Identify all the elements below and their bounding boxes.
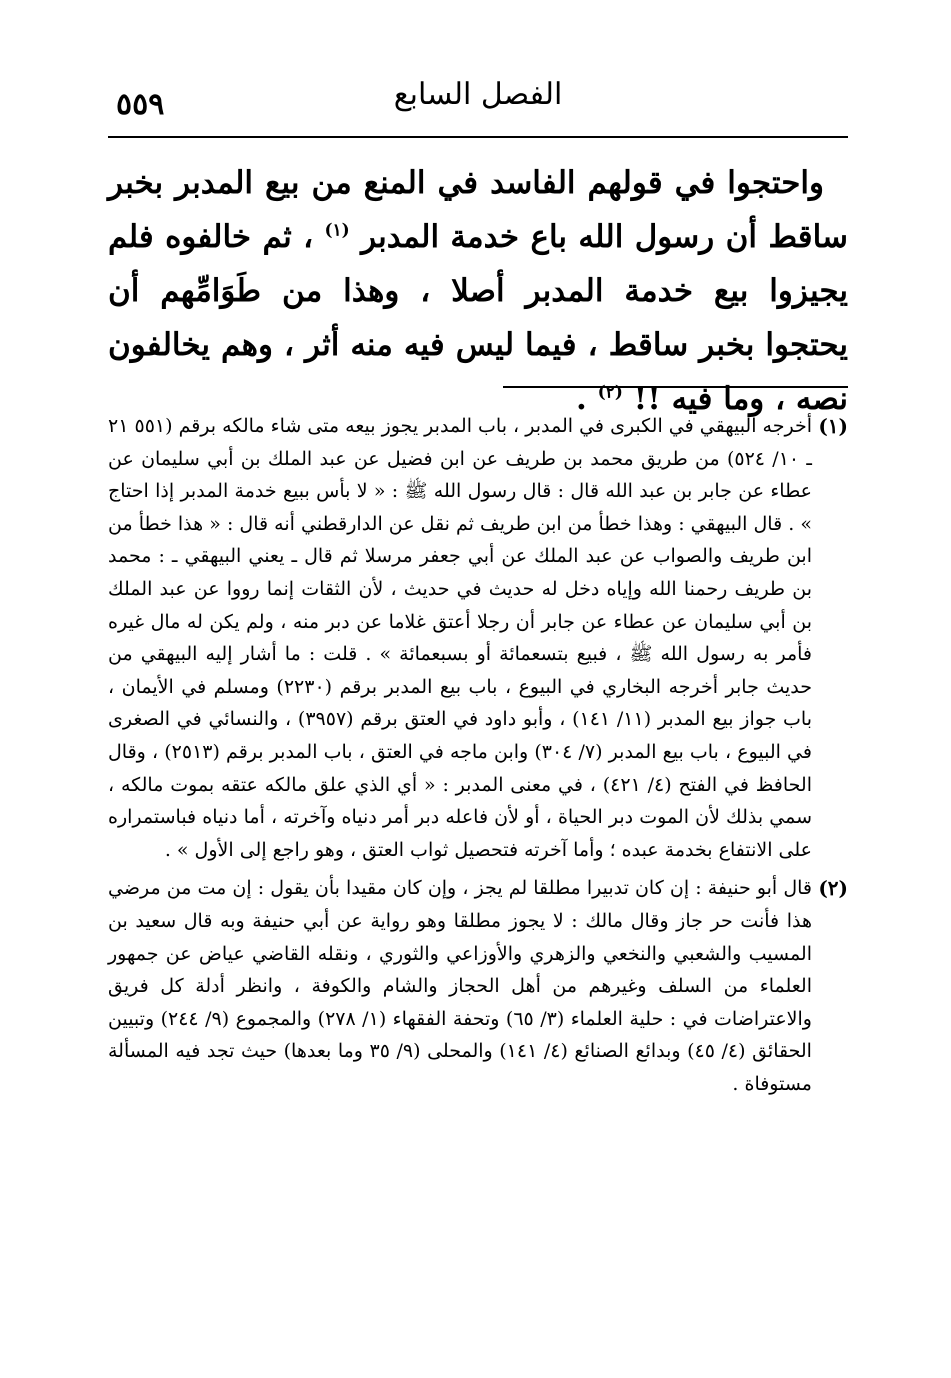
page-header — [108, 70, 848, 134]
main-text-end: . — [576, 381, 587, 417]
footnote-2 — [108, 872, 848, 1100]
page-number: ٥٥٩ — [116, 87, 165, 122]
footnote-ref-1: (١) — [324, 220, 350, 241]
footnote-ref-2: (٢) — [597, 382, 623, 403]
footnote-divider — [503, 386, 848, 388]
footnote-2-marker: (٢) — [818, 876, 848, 901]
chapter-title: الفصل السابع — [393, 77, 563, 112]
main-text-part1: واحتجوا في قولهم الفاسد في المنع من بيع المدبر بخبر ساقط أن رسول الله باع خدمة المدبر — [108, 165, 848, 255]
footnotes-section — [108, 410, 848, 1100]
footnote-2-text: قال أبو حنيفة : إن كان تدبيرا مطلقا لم يجز ، وإن كان مقيدا بأن يقول : إن مت من مرضي هذا فأنت حر جاز وقال مالك : لا يجوز مطلقا وهو رواية عن أبي حنيفة وبه قال سعيد بن المسيب والشعبي والنخعي والزهري والأوزاعي والثوري ، ونقله القاضي عياض عن جمهور العلماء من السلف وغيرهم من أهل الحجاز والشام والكوفة ، وانظر أدلة كل فريق والاعتراضات في : حلية العلماء (٣/ ٦٥) وتحفة الفقهاء (١/ ٢٧٨) والمجموع (٩/ ٢٤٤) وتبيين الحقائق (٤/ ٤٥) وبدائع الصنائع (٤/ ١٤١) والمحلى (٩/ ٣٥ وما بعدها) حيث تجد فيه المسألة مستوفاة . — [108, 877, 812, 1095]
main-text-part2: ، ثم خالفوه فلم يجيزوا بيع خدمة المدبر أصلا ، وهذا من طَوَامِّهم أن يحتجوا بخبر ساقط ، فيما ليس فيه منه أثر ، وهم يخالفون نصه ، وما فيه !! — [108, 219, 848, 417]
header-divider — [108, 136, 848, 138]
footnote-1 — [108, 410, 848, 866]
footnote-1-marker: (١) — [818, 414, 848, 438]
footnote-1-text: أخرجه البيهقي في الكبرى في المدبر ، باب المدبر يجوز بيعه متى شاء مالكه برقم (٥٥١ ٢١ ـ ١٠/ ٥٢٤) من طريق محمد بن طريف عن ابن فضيل عن عبد الملك بن أبي سليمان عن عطاء عن جابر بن عبد الله قال : قال رسول الله ﷺ : « لا بأس ببيع خدمة المدبر إذا احتاج » . قال البيهقي : وهذا خطأ من ابن طريف ثم نقل عن الدارقطني أنه قال : « هذا خطأ من ابن طريف والصواب عن عبد الملك عن أبي جعفر مرسلا ثم قال ـ يعني البيهقي ـ : محمد بن طريف رحمنا الله وإياه دخل له حديث في حديث ، لأن الثقات إنما رووا عن عبد الملك بن أبي سليمان عن عطاء عن جابر أن رجلا أعتق غلاما عن دبر منه ، ولم يكن له مال غيره فأمر به رسول الله ﷺ ، فبيع بتسعمائة أو بسبعمائة » . قلت : ما أشار إليه البيهقي من حديث جابر أخرجه البخاري في البيوع ، باب بيع المدبر برقم (٢٢٣٠) ومسلم في الأيمان ، باب جواز بيع المدبر (١١/ ١٤١) ، وأبو داود في العتق برقم (٣٩٥٧) ، والنسائي في الصغرى في البيوع ، باب بيع المدبر (٧/ ٣٠٤) وابن ماجه في العتق ، باب المدبر برقم (٢٥١٣) ، وقال الحافظ في الفتح (٤/ ٤٢١) ، في معنى المدبر : « أي الذي علق مالكه عتقه بموت مالكه ، سمي بذلك لأن الموت دبر الحياة ، أو لأن فاعله دبر أمر دنياه وآخرته ، أما دنياه فباستمراره على الانتفاع بخدمة عبده ؛ وأما آخرته فتحصيل ثواب العتق ، وهو راجع إلى الأول » . — [108, 415, 812, 861]
